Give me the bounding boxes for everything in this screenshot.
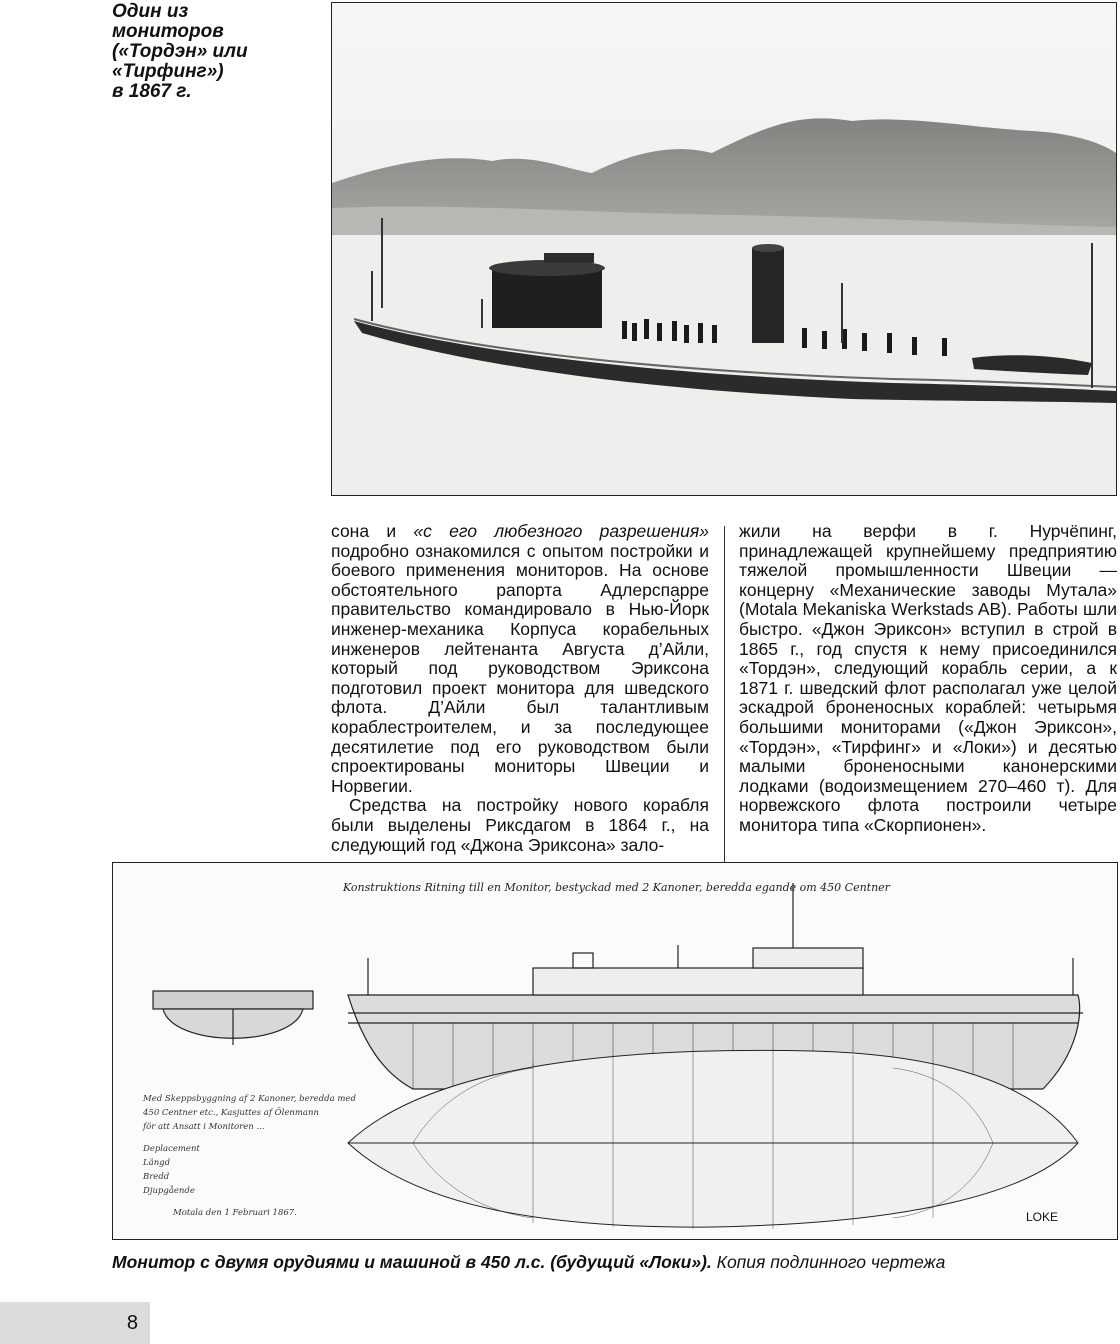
drawing-caption-italic: Копия подлинного чертежа [711, 1252, 946, 1272]
quote-text: «с его любезного разрешения» [413, 521, 709, 541]
drawing-label-loke: LOKE [1026, 1210, 1059, 1224]
svg-text:Motala den 1 Februari 1867.: Motala den 1 Februari 1867. [173, 1208, 297, 1218]
svg-text:Djupgående: Djupgående [143, 1186, 195, 1196]
body-column-2 [739, 522, 1117, 836]
svg-text:Bredd: Bredd [143, 1172, 170, 1182]
column-divider [724, 526, 725, 878]
page-number: 8 [126, 1312, 138, 1334]
svg-text:Med Skeppsbyggning af 2 Kanone: Med Skeppsbyggning af 2 Kanoner, beredda med [143, 1094, 356, 1104]
body-column-1 [331, 522, 709, 855]
paragraph: жили на верфи в г. Нурчёпинг, принадлежащей крупнейшему предприятию тяжелой промышленности Швеции — концерну «Механические заводы Мутала» (Motala Mekaniska Werkstads AB). Работы шли быстро. «Джон Эриксон» вступил в строй в 1865 г., год спустя к нему присоединился «Тордэн», следующий корабль серии, а к 1871 г. шведский флот располагал уже целой эскадрой броненосных кораблей: четырьмя большими мониторами («Джон Эриксон», «Тордэн», «Тирфинг» и «Локи») и десятью малыми броненосными канонерскими лодками (водоизмещением 270–460 т). Для норвежского флота построили четыре монитора типа «Скорпионен». [739, 521, 1117, 835]
photo-caption: Один из мониторов («Тордэн» или «Тирфинг») в 1867 г. [112, 1, 248, 102]
monitor-photo [331, 2, 1117, 496]
paragraph: Средства на постройку нового корабля были выделены Риксдагом в 1864 г., на следующий год «Джона Эриксона» зало- [331, 795, 709, 855]
svg-text:Deplacement: Deplacement [143, 1144, 200, 1154]
text-span: подробно ознакомился с опытом постройки и боевого применения мониторов. На основе обстоятельного рапорта Адлерспарре правительство командировало в Нью-Йорк инженер-механика Корпуса корабельных инженеров лейтенанта Августа д’Айли, который под руководством Эриксона подготовил проект монитора для шведского флота. Д’Айли был талантливым кораблестроителем, и за последующее десятилетие под его руководством были спроектированы мониторы Швеции и Норвегии. [331, 540, 709, 796]
svg-text:Längd: Längd [143, 1158, 171, 1168]
svg-text:för att Ansatt i Monitoren ...: för att Ansatt i Monitoren ... [143, 1122, 265, 1132]
svg-text:450 Centner etc., Kasjuttes af: 450 Centner etc., Kasjuttes af Ölenmann [143, 1108, 319, 1118]
paragraph [331, 522, 709, 796]
drawing-caption [112, 1251, 1116, 1273]
drawing-title: Konstruktions Ritning till en Monitor, bestyckad med 2 Kanoner, beredda egande om 450 Centner [343, 881, 890, 894]
text-span: сона и [331, 521, 414, 541]
monitor-drawing [112, 862, 1118, 1240]
drawing-caption-bold: Монитор с двумя орудиями и машиной в 450 л.с. (будущий «Локи»). [112, 1252, 712, 1272]
